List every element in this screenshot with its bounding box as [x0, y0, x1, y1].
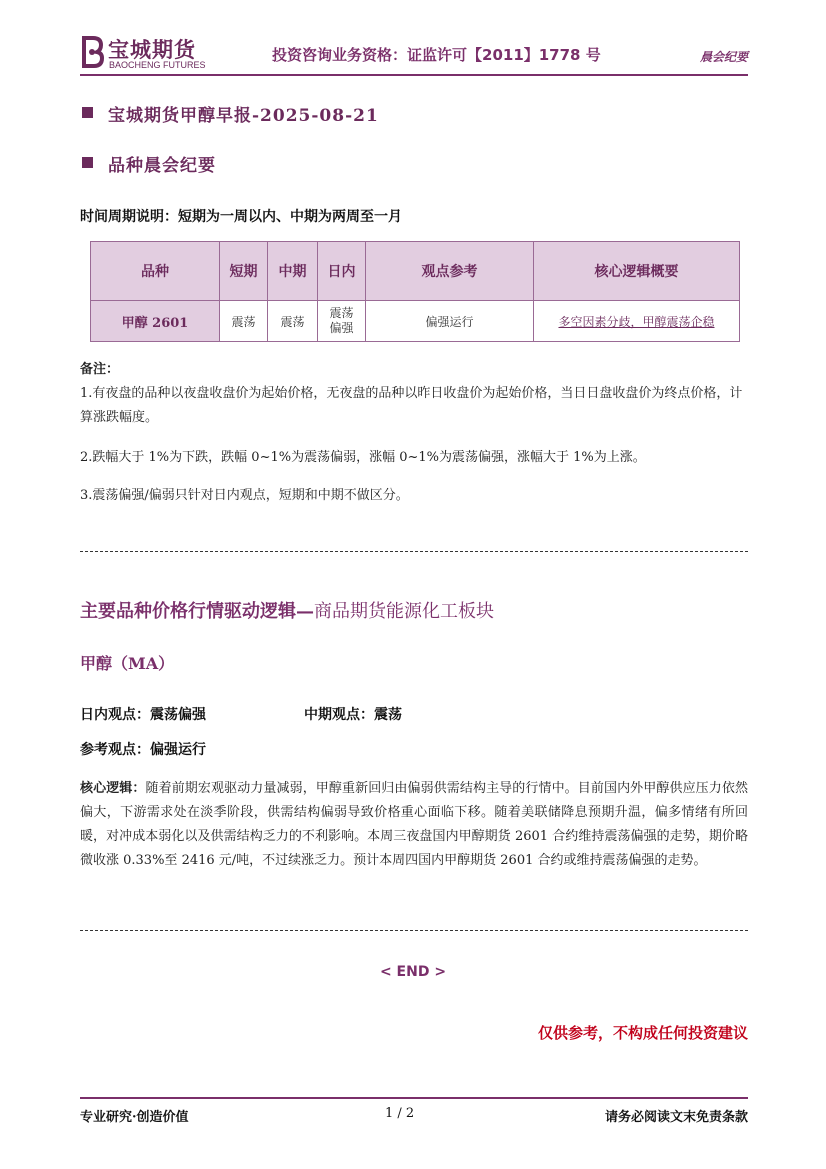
cell-product: 甲醇 2601 — [91, 301, 220, 342]
section-title-sub: 商品期货能源化工板块 — [314, 601, 494, 622]
note-item: 2.跌幅大于 1%为下跌，跌幅 0~1%为震荡偏弱，涨幅 0~1%为震荡偏强，涨幅大于 1%为上涨。 — [80, 450, 646, 465]
intraday-view: 日内观点：震荡偏强 — [80, 707, 206, 723]
period-note: 时间周期说明：短期为一周以内、中期为两周至一月 — [80, 209, 402, 225]
footer-slogan: 专业研究·创造价值 — [80, 1110, 189, 1125]
logo-text-cn: 宝城期货 — [108, 38, 196, 62]
report-subtitle: 品种晨会纪要 — [108, 156, 216, 176]
reference-view: 参考观点：偏强运行 — [80, 742, 206, 758]
section-title-main: 主要品种价格行情驱动逻辑— — [80, 601, 314, 622]
subtitle-bullet-icon — [82, 157, 93, 168]
core-logic-paragraph — [80, 777, 748, 873]
disclaimer-text: 仅供参考，不构成任何投资建议 — [537, 1024, 748, 1042]
company-logo — [80, 34, 210, 74]
baocheng-logo-icon — [80, 34, 106, 70]
footer-divider — [80, 1097, 748, 1099]
table-row — [91, 301, 740, 342]
cell-view: 偏强运行 — [366, 301, 534, 342]
col-header-logic: 核心逻辑概要 — [534, 242, 740, 301]
section-title — [80, 597, 494, 623]
end-marker: < END > — [379, 964, 447, 980]
cell-mid: 震荡 — [268, 301, 318, 342]
header-divider — [80, 74, 748, 76]
table-header-row — [91, 242, 740, 301]
footer-disclaimer-link[interactable]: 请务必阅读文末免责条款 — [604, 1110, 748, 1125]
col-header-mid: 中期 — [268, 242, 318, 301]
notes-title: 备注： — [80, 362, 120, 377]
cell-logic-link[interactable]: 多空因素分歧，甲醇震荡企稳 — [534, 301, 740, 342]
product-heading: 甲醇（MA） — [80, 654, 175, 673]
logo-text-en: BAOCHENG FUTURES — [109, 60, 206, 70]
title-bullet-icon — [82, 107, 93, 118]
note-item: 1.有夜盘的品种以夜盘收盘价为起始价格，无夜盘的品种以昨日收盘价为起始价格，当日日盘收盘价为终点价格，计算涨跌幅度。 — [80, 386, 743, 425]
col-header-product: 品种 — [91, 242, 220, 301]
cell-intraday: 震荡偏强 — [318, 301, 366, 342]
page-number: 1 / 2 — [385, 1106, 415, 1121]
col-header-short: 短期 — [220, 242, 268, 301]
dashed-divider — [80, 930, 748, 931]
view-table — [90, 241, 740, 342]
note-item: 3.震荡偏强/偏弱只针对日内观点，短期和中期不做区分。 — [80, 488, 409, 503]
header-report-type: 晨会纪要 — [699, 50, 748, 64]
report-title: 宝城期货甲醇早报-2025-08-21 — [108, 106, 379, 126]
midterm-view: 中期观点：震荡 — [304, 707, 402, 723]
col-header-intraday: 日内 — [318, 242, 366, 301]
qualification-text: 投资咨询业务资格：证监许可【2011】1778 号 — [272, 46, 601, 64]
core-logic-text: 随着前期宏观驱动力量减弱，甲醇重新回归由偏弱供需结构主导的行情中。目前国内外甲醇供应压力依然偏大，下游需求处在淡季阶段，供需结构偏弱导致价格重心面临下移。随着美联储降息预期升温，偏多情绪有所回暖，对冲成本弱化以及供需结构乏力的不利影响。本周三夜盘国内甲醇期货 2601 合约维持震荡偏强的走势，期价略微收涨 0.33%至 2416 元/吨，不过续涨乏力。预计本周四国内甲醇期货 2601 合约或维持震荡偏强的走势。 — [80, 781, 748, 868]
col-header-view: 观点参考 — [366, 242, 534, 301]
dashed-divider — [80, 551, 748, 552]
core-logic-label: 核心逻辑： — [80, 781, 146, 796]
cell-short: 震荡 — [220, 301, 268, 342]
